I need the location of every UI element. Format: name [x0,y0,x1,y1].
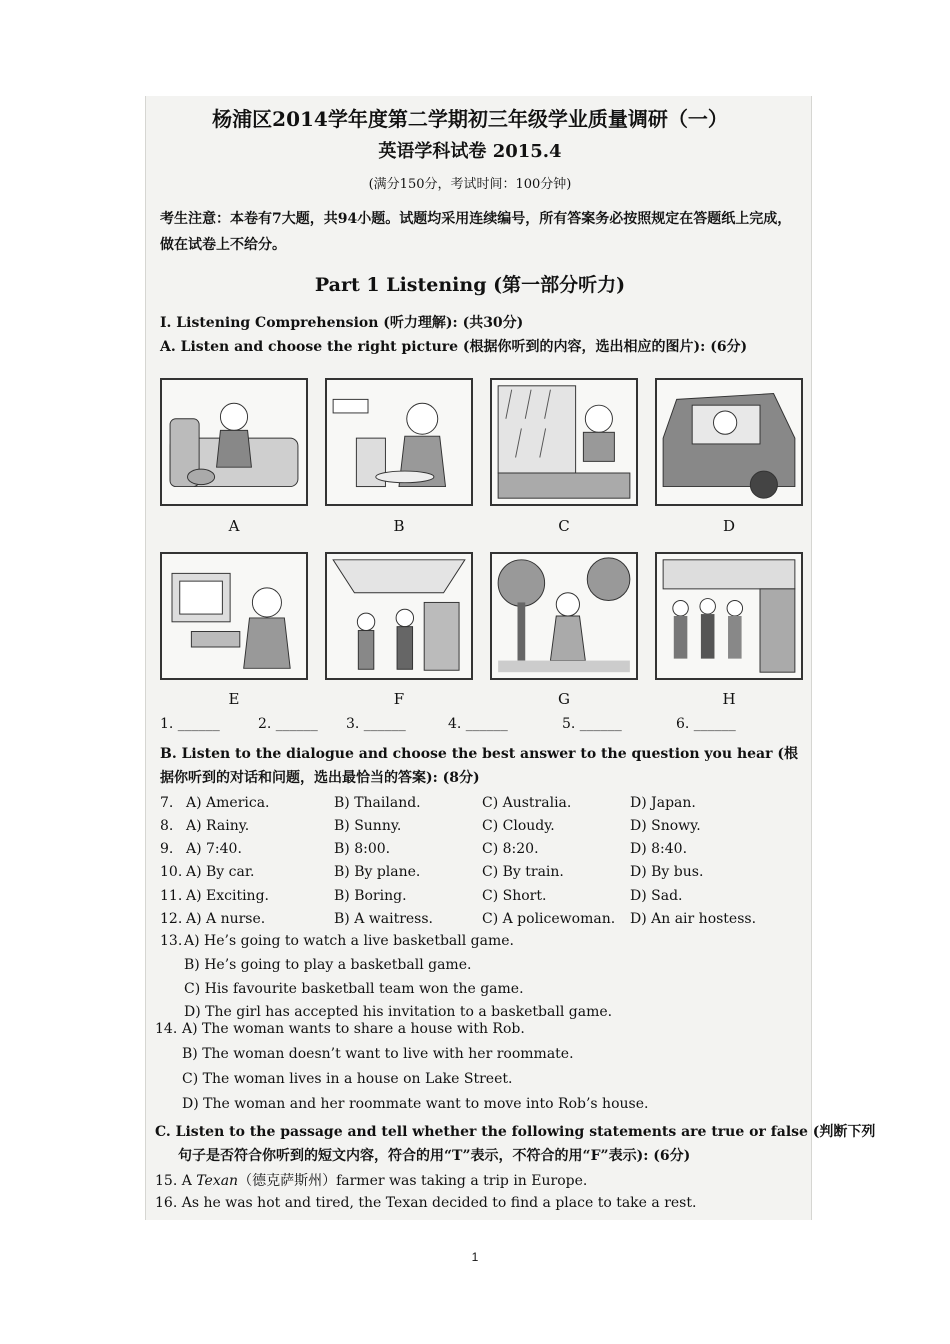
answer-option[interactable]: A) By car. [186,864,255,880]
answer-option[interactable]: B) A waitress. [334,911,433,927]
answer-option[interactable]: B) Boring. [334,888,407,904]
q13-number: 13. [160,933,183,949]
picture-e-label: E [228,690,240,708]
answer-option[interactable]: A) Rainy. [186,818,250,834]
answer-option[interactable]: D) An air hostess. [630,911,757,927]
answer-option[interactable]: D) Sad. [630,888,683,904]
picture-a-label: A [228,517,240,535]
part-title: Part 1 Listening (第一部分听力) [314,274,626,296]
q14-option-d[interactable]: D) The woman and her roommate want to move into Rob’s house. [182,1096,649,1112]
picture-c-label: C [558,517,570,535]
statement-15-rest: （德克萨斯州）farmer was taking a trip in Europe. [238,1173,588,1189]
q14-option-b[interactable]: B) The woman doesn’t want to live with her roommate. [182,1046,574,1062]
answer-option[interactable]: B) Thailand. [334,795,421,811]
picture-b-label: B [393,517,405,535]
exam-notice: 考生注意：本卷有7大题，共94小题。试题均采用连续编号，所有答案务必按照规定在答题纸上完成，做在试卷上不给分。 [160,211,792,253]
part-b-instruction: B. Listen to the dialogue and choose the best answer to the question you hear (根据你听到的对话和问题，选出最恰当的答案): (8分) [160,746,798,786]
part-c-instruction-line2: 句子是否符合你听到的短文内容，符合的用“T”表示，不符合的用“F”表示): (6分) [178,1148,691,1164]
answer-option[interactable]: C) By train. [482,864,564,880]
q13-option-d[interactable]: D) The girl has accepted his invitation to a basketball game. [184,1004,613,1020]
exam-meta: (满分150分，考试时间：100分钟) [368,177,572,192]
statement-15-italic: Texan [196,1173,239,1189]
q13-option-a[interactable]: A) He’s going to watch a live basketball game. [184,933,514,949]
picture-d-label: D [722,517,736,535]
girl-at-window-rain-icon [492,380,636,504]
girl-eating-breakfast-icon [327,380,471,504]
exam-title: 杨浦区2014学年度第二学期初三年级学业质量调研（一） [212,107,728,131]
q14-option-c[interactable]: C) The woman lives in a house on Lake Street. [182,1071,513,1087]
people-shopping-store-icon [327,554,471,678]
answer-option[interactable]: A) Exciting. [186,888,269,904]
question-number: 11. [160,888,183,904]
question-number: 9. [160,841,174,857]
picture-g-label: G [558,690,570,708]
picture-d [655,378,803,506]
girl-at-computer-icon [162,554,306,678]
answer-option[interactable]: C) Cloudy. [482,818,555,834]
people-on-subway-platform-icon [657,554,801,678]
part-a-instruction: A. Listen and choose the right picture (根据你听到的内容，选出相应的图片): (6分) [160,339,748,355]
picture-f-label: F [393,690,405,708]
answer-option[interactable]: C) Short. [482,888,547,904]
picture-e [160,552,308,680]
statement-16: 16. As he was hot and tired, the Texan decided to find a place to take a rest. [155,1195,697,1211]
girl-in-park-icon [492,554,636,678]
answer-option[interactable]: C) Australia. [482,795,572,811]
picture-g [490,552,638,680]
answer-option[interactable]: B) By plane. [334,864,421,880]
answer-option[interactable]: A) A nurse. [186,911,266,927]
answer-option[interactable]: B) Sunny. [334,818,402,834]
section-title: I. Listening Comprehension (听力理解): (共30分) [160,315,524,331]
picture-b [325,378,473,506]
answer-option[interactable]: C) 8:20. [482,841,539,857]
exam-subtitle: 英语学科试卷 2015.4 [378,141,562,162]
answer-blank-5[interactable]: 5. ______ [562,716,622,732]
answer-blank-1[interactable]: 1. ______ [160,716,220,732]
q14-number: 14. [155,1021,178,1037]
question-number: 12. [160,911,183,927]
answer-option[interactable]: D) By bus. [630,864,704,880]
answer-option[interactable]: A) America. [186,795,270,811]
answer-option[interactable]: A) 7:40. [186,841,242,857]
statement-15-prefix: 15. A [155,1173,197,1189]
q13-option-b[interactable]: B) He’s going to play a basketball game. [184,957,472,973]
picture-h-label: H [722,690,736,708]
answer-blank-4[interactable]: 4. ______ [448,716,508,732]
picture-f [325,552,473,680]
boy-in-car-icon [657,380,801,504]
page-number: 1 [471,1250,479,1264]
question-number: 7. [160,795,174,811]
question-number: 8. [160,818,174,834]
answer-option[interactable]: D) Snowy. [630,818,701,834]
answer-blank-6[interactable]: 6. ______ [676,716,736,732]
picture-a [160,378,308,506]
answer-option[interactable]: D) 8:40. [630,841,688,857]
answer-option[interactable]: B) 8:00. [334,841,391,857]
statement-15 [155,1170,587,1190]
girl-on-sofa-with-cat-icon [162,380,306,504]
picture-h [655,552,803,680]
answer-blank-3[interactable]: 3. ______ [346,716,406,732]
q14-option-a[interactable]: A) The woman wants to share a house with Rob. [182,1021,525,1037]
q13-option-c[interactable]: C) His favourite basketball team won the game. [184,981,524,997]
part-c-instruction-line1: C. Listen to the passage and tell whether the following statements are true or false (判断下列 [155,1124,876,1140]
answer-option[interactable]: C) A policewoman. [482,911,616,927]
answer-blank-2[interactable]: 2. ______ [258,716,318,732]
answer-option[interactable]: D) Japan. [630,795,696,811]
picture-c [490,378,638,506]
question-number: 10. [160,864,183,880]
